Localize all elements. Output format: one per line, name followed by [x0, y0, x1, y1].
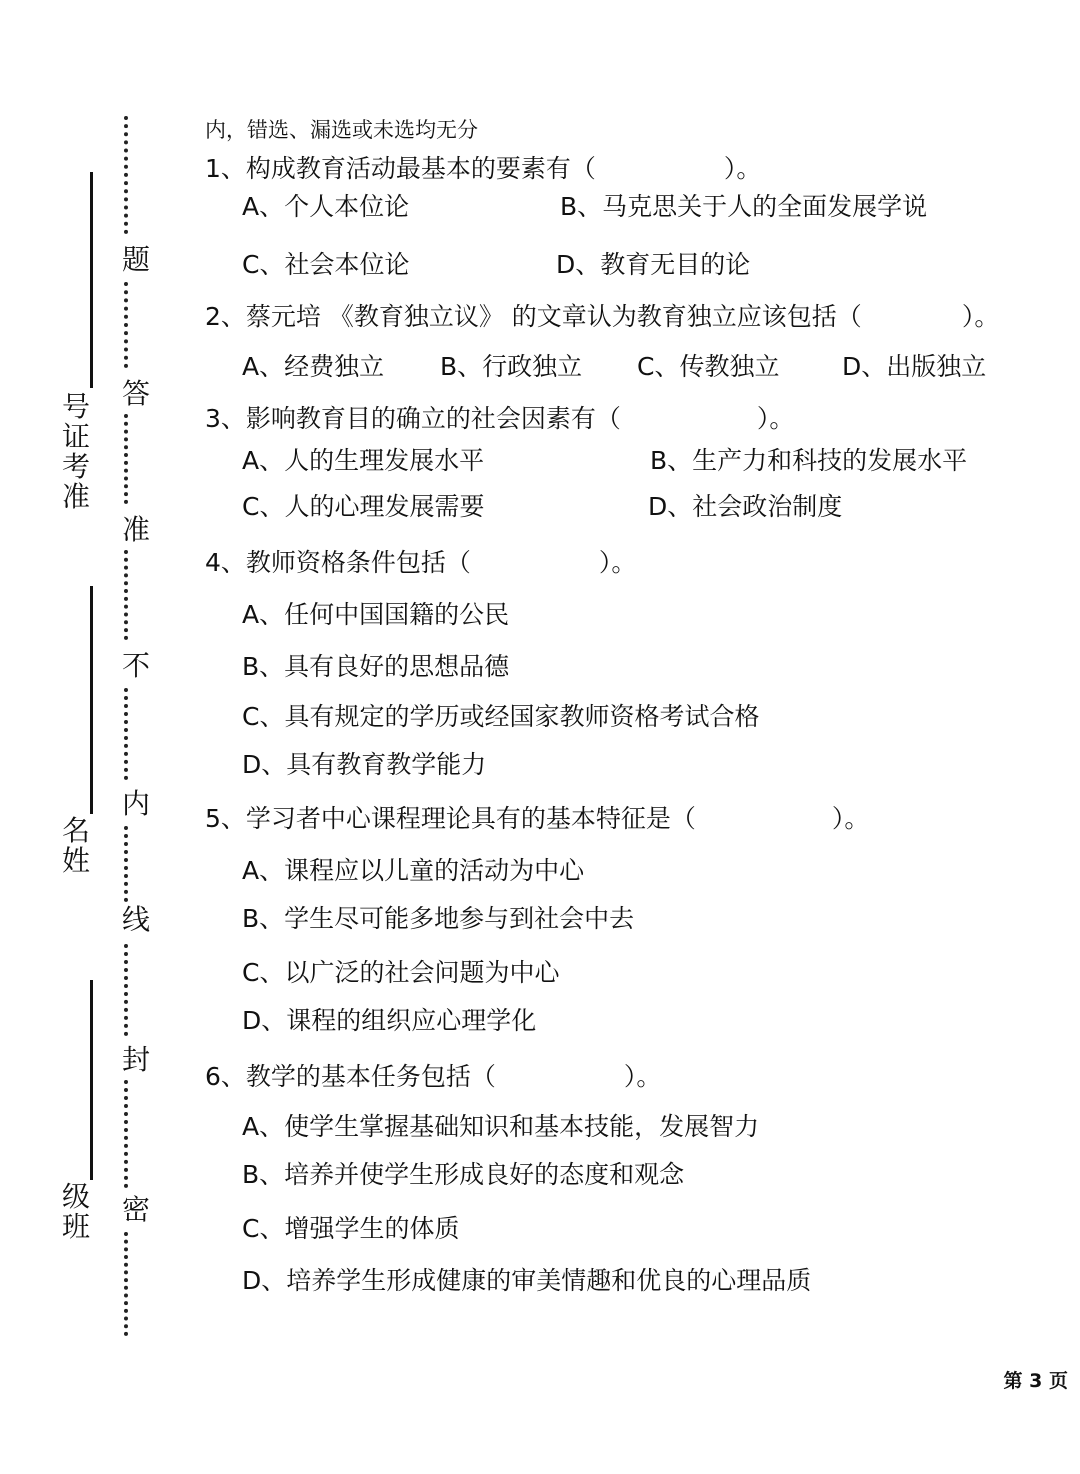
class-label: 级班 — [61, 1180, 90, 1243]
seal-dots — [124, 1080, 140, 1188]
option: C、以广泛的社会问题为中心 — [242, 958, 560, 987]
seal-char: 答 — [121, 377, 150, 410]
seal-dots — [124, 282, 140, 368]
section-intro: 内，错选、漏选或未选均无分 — [205, 118, 478, 142]
seal-char: 题 — [121, 243, 150, 276]
question-text: 2、蔡元培 《教育独立议》 的文章认为教育独立应该包括（ — [205, 302, 862, 331]
exam-id-label: 号证考准 — [61, 390, 90, 513]
page-number: 第 3 页 — [1003, 1370, 1068, 1392]
option: C、增强学生的体质 — [242, 1214, 460, 1243]
option: A、课程应以儿童的活动为中心 — [242, 856, 585, 885]
seal-dots — [124, 116, 140, 234]
option: D、课程的组织应心理学化 — [242, 1006, 537, 1035]
option: B、培养并使学生形成良好的态度和观念 — [242, 1160, 685, 1189]
option: D、培养学生形成健康的审美情趣和优良的心理品质 — [242, 1266, 812, 1295]
option: D、具有教育教学能力 — [242, 750, 487, 779]
question-close: ）。 — [756, 404, 795, 433]
question-close: ）。 — [961, 302, 1000, 331]
question-text: 3、影响教育目的确立的社会因素有（ — [205, 404, 621, 433]
question-text: 1、构成教育活动最基本的要素有（ — [205, 154, 596, 183]
question-stem — [205, 152, 761, 186]
option: C、具有规定的学历或经国家教师资格考试合格 — [242, 702, 760, 731]
option: A、使学生掌握基础知识和基本技能，发展智力 — [242, 1112, 760, 1141]
question-text: 4、教师资格条件包括（ — [205, 548, 471, 577]
option: A、经费独立 — [242, 352, 385, 381]
question-close: ）。 — [831, 804, 870, 833]
seal-dots — [124, 944, 140, 1036]
question-text: 6、教学的基本任务包括（ — [205, 1062, 496, 1091]
question-stem — [205, 300, 999, 334]
option: B、马克思关于人的全面发展学说 — [560, 192, 928, 221]
option: C、人的心理发展需要 — [242, 492, 485, 521]
binding-line-top — [90, 172, 93, 388]
seal-dots — [124, 826, 140, 902]
seal-char: 内 — [121, 787, 150, 820]
option: C、社会本位论 — [242, 250, 410, 279]
seal-dots — [124, 414, 140, 504]
seal-char: 密 — [121, 1193, 150, 1226]
question-close: ）。 — [723, 154, 762, 183]
seal-dots — [124, 1232, 140, 1336]
binding-line-middle — [90, 586, 93, 814]
question-stem — [205, 1060, 661, 1094]
option: A、个人本位论 — [242, 192, 410, 221]
question-text: 5、学习者中心课程理论具有的基本特征是（ — [205, 804, 696, 833]
seal-char: 不 — [121, 649, 150, 682]
binding-line-bottom — [90, 980, 93, 1180]
name-label: 名姓 — [61, 814, 90, 877]
option: D、出版独立 — [842, 352, 987, 381]
question-stem — [205, 402, 794, 436]
option: A、人的生理发展水平 — [242, 446, 485, 475]
seal-char: 准 — [121, 513, 150, 546]
option: B、学生尽可能多地参与到社会中去 — [242, 904, 635, 933]
option: D、教育无目的论 — [556, 250, 751, 279]
seal-dots — [124, 688, 140, 780]
seal-char: 封 — [121, 1043, 150, 1076]
option: B、具有良好的思想品德 — [242, 652, 510, 681]
option: B、生产力和科技的发展水平 — [650, 446, 968, 475]
option: A、任何中国国籍的公民 — [242, 600, 510, 629]
question-stem — [205, 802, 869, 836]
option: C、传教独立 — [637, 352, 780, 381]
question-close: ）。 — [623, 1062, 662, 1091]
option: B、行政独立 — [440, 352, 583, 381]
seal-char: 线 — [121, 903, 150, 936]
question-stem — [205, 546, 636, 580]
question-close: ）。 — [598, 548, 637, 577]
seal-dots — [124, 550, 140, 640]
option: D、社会政治制度 — [648, 492, 843, 521]
